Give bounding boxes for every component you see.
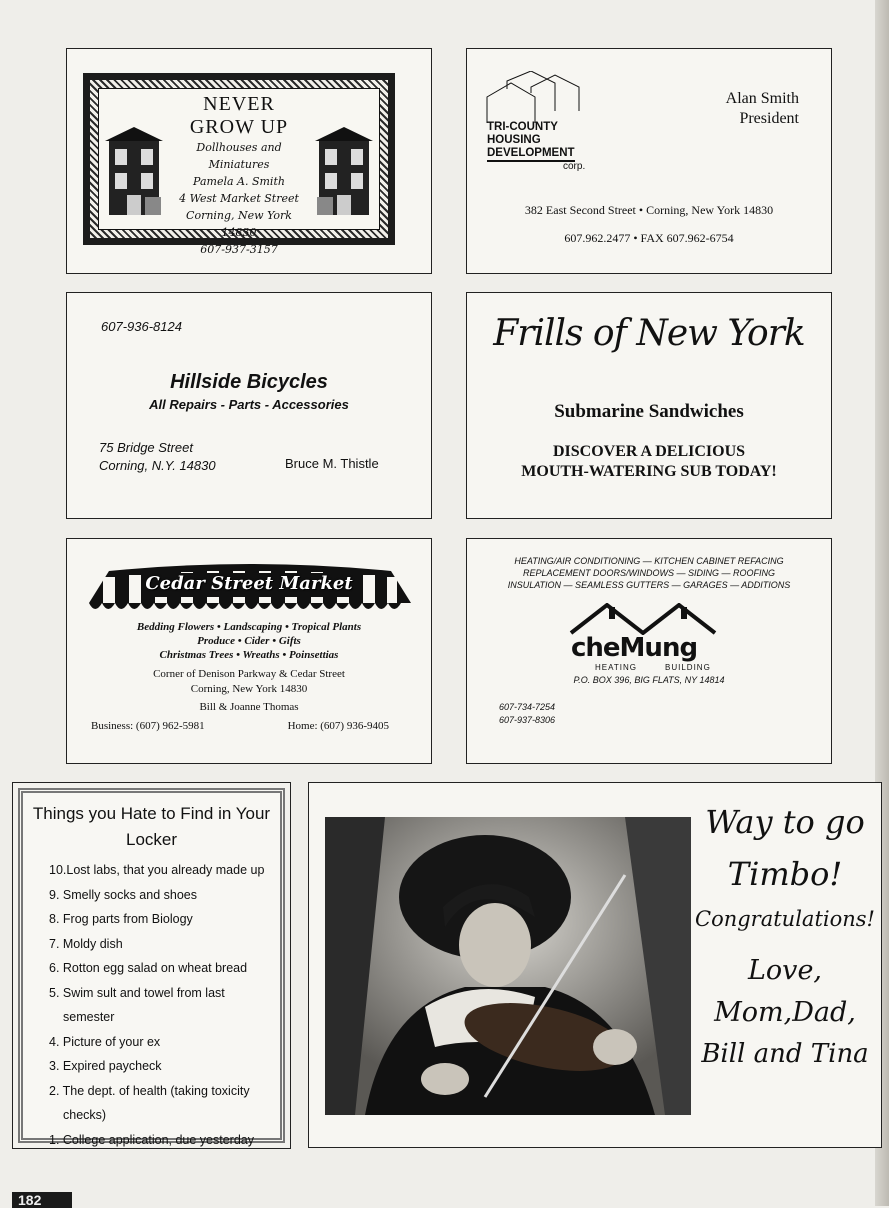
tc-name-line1: TRI-COUNTY [487,121,558,133]
ngu-title: NEVER GROW UP [189,93,289,138]
cedar-list1: Bedding Flowers • Landscaping • Tropical Plants [136,621,362,633]
congrats-line3: Congratulations! [695,907,875,931]
hb-business-name: Hillside Bicycles [170,371,328,393]
chemung-services [467,555,831,591]
tc-name-line2: HOUSING [487,134,541,146]
congrats-line5: Mom,Dad, [714,997,856,1028]
cedar-owners: Bill & Joanne Thomas [199,701,299,713]
ngu-line4: Corning, New York 14830 [186,209,292,239]
congrats-line6: Bill and Tina [701,1039,869,1069]
cedar-list3: Christmas Trees • Wreaths • Poinsettias [159,649,339,661]
tc-name-line3: DEVELOPMENT [487,147,575,162]
list-item: 5. Swim sult and towel from last [49,985,225,1000]
chemung-sub-heating: HEATING [595,663,637,672]
hb-address [99,439,216,475]
hb-owner: Bruce M. Thistle [285,456,379,471]
page-number: 182 [12,1192,72,1208]
list-item: 6. Rotton egg salad on wheat bread [49,961,248,975]
frills-logo: Frills of New York [493,313,805,354]
ad-hillside-bicycles [66,292,432,519]
cedar-home-phone: Home: (607) 936-9405 [287,720,389,732]
cedar-addr1: Corner of Denison Parkway & Cedar Street [153,668,345,680]
list-item: 2. The dept. of health (taking toxicity [49,1083,250,1098]
tc-address: 382 East Second Street • Corning, New York 14830 [524,203,774,217]
dollhouse-left-icon [105,125,163,217]
violinist-photo [325,817,691,1115]
frills-line1: DISCOVER A DELICIOUS [552,443,746,460]
list-item: 9. Smelly socks and shoes [49,887,197,902]
locker-title-line2: Locker [125,830,178,849]
list-item-continued: semester [63,1010,115,1024]
congrats-line2: Timbo! [727,855,843,893]
cedar-products [67,620,431,662]
chemung-name: cheMung [571,633,698,663]
ngu-line1: Dollhouses and Miniatures [196,141,282,171]
chemung-sub-building: BUILDING [665,663,711,672]
hb-street: 75 Bridge Street [99,440,193,455]
list-item: 8. Frog parts from Biology [49,912,193,926]
chemung-phone1: 607-734-7254 [499,702,556,712]
ad-cedar-street-market [66,538,432,764]
congrats-line1: Way to go [705,803,865,841]
ad-frills-of-new-york [466,292,832,519]
frills-line2: MOUTH-WATERING SUB TODAY! [521,463,777,480]
list-item-continued: checks) [63,1108,107,1122]
ngu-border-frame [83,73,395,256]
tc-company-name [487,121,575,162]
tc-phone: 607.962.2477 • FAX 607.962-6754 [564,231,734,245]
congrats-line4: Love, [748,955,822,986]
tc-person-title: President [739,110,799,127]
list-item: 4. Picture of your ex [49,1034,161,1049]
locker-title [23,801,280,853]
chemung-services1: HEATING/AIR CONDITIONING — KITCHEN CABINET REFACING [514,556,784,566]
dollhouse-right-icon [315,125,373,217]
cedar-list2: Produce • Cider • Gifts [197,635,301,647]
cedar-address [67,667,431,697]
list-item: 7. Moldy dish [49,936,123,951]
hb-city: Corning, N.Y. 14830 [99,458,216,473]
ngu-phone: 607-937-3157 [200,243,278,256]
tc-person-name: Alan Smith [725,90,799,107]
violinist-photo-image [325,817,691,1115]
cedar-addr2: Corning, New York 14830 [190,683,308,695]
houses-outline-icon [485,71,585,125]
cedar-title: Cedar Street Market [145,573,353,594]
chemung-pobox: P.O. BOX 396, BIG FLATS, NY 14814 [573,675,725,685]
chemung-services3: INSULATION — SEAMLESS GUTTERS — GARAGES — ADDITIONS [507,580,791,590]
chemung-phone2: 607-937-8306 [499,715,556,725]
hb-tagline: All Repairs - Parts - Accessories [149,397,349,412]
locker-list-box [12,782,291,1149]
ad-tri-county-housing [466,48,832,274]
tc-contact [726,89,799,129]
tc-corp: corp. [563,161,586,172]
ngu-line2: Pamela A. Smith [193,175,285,188]
chemung-services2: REPLACEMENT DOORS/WINDOWS — SIDING — ROOFING [522,568,775,578]
ad-never-grow-up [66,48,432,274]
frills-subtitle: Submarine Sandwiches [554,401,744,422]
list-item: 3. Expired paycheck [49,1059,162,1073]
congrats-ad [308,782,882,1148]
ngu-line3: 4 West Market Street [179,192,299,205]
hb-phone: 607-936-8124 [101,319,182,334]
cedar-business-phone: Business: (607) 962-5981 [91,720,205,732]
locker-title-line1: Things you Hate to Find in Your [32,804,271,823]
list-item: 10.Lost labs, that you already made up [49,863,265,877]
locker-items [49,858,274,1152]
chemung-roof-icon [567,603,727,635]
list-item: 1. College application, due yesterday [49,1132,254,1147]
chemung-phones [499,701,555,727]
ad-chemung-heating-building [466,538,832,764]
